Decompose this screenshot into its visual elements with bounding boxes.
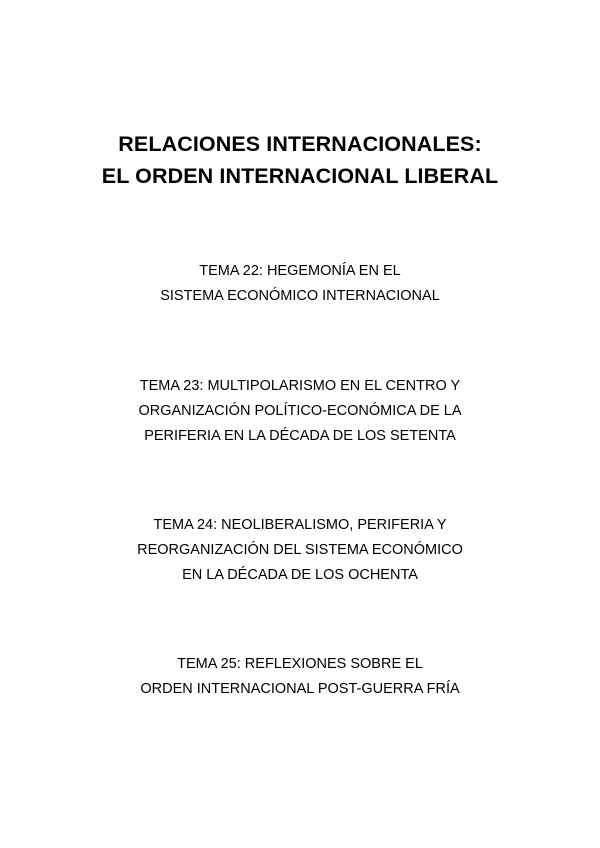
topic-line: SISTEMA ECONÓMICO INTERNACIONAL [160, 288, 440, 304]
topic-line: REORGANIZACIÓN DEL SISTEMA ECONÓMICO [137, 542, 463, 558]
topic-line: TEMA 22: HEGEMONÍA EN EL [199, 263, 401, 279]
topic-line: ORGANIZACIÓN POLÍTICO-ECONÓMICA DE LA [138, 403, 462, 419]
topic-line: EN LA DÉCADA DE LOS OCHENTA [182, 567, 418, 583]
topic-line: TEMA 25: REFLEXIONES SOBRE EL [177, 656, 423, 672]
topic-line: TEMA 24: NEOLIBERALISMO, PERIFERIA Y [153, 517, 447, 533]
title-line-1: RELACIONES INTERNACIONALES: [118, 132, 482, 156]
document-title [0, 128, 600, 192]
title-line-2: EL ORDEN INTERNACIONAL LIBERAL [101, 164, 499, 188]
topic-line: TEMA 23: MULTIPOLARISMO EN EL CENTRO Y [139, 378, 461, 394]
topic-line: PERIFERIA EN LA DÉCADA DE LOS SETENTA [144, 428, 456, 444]
topic-line: ORDEN INTERNACIONAL POST-GUERRA FRÍA [140, 681, 460, 697]
topic-24 [0, 513, 600, 588]
topic-25 [0, 652, 600, 702]
topic-23 [0, 374, 600, 449]
topic-22 [0, 259, 600, 309]
